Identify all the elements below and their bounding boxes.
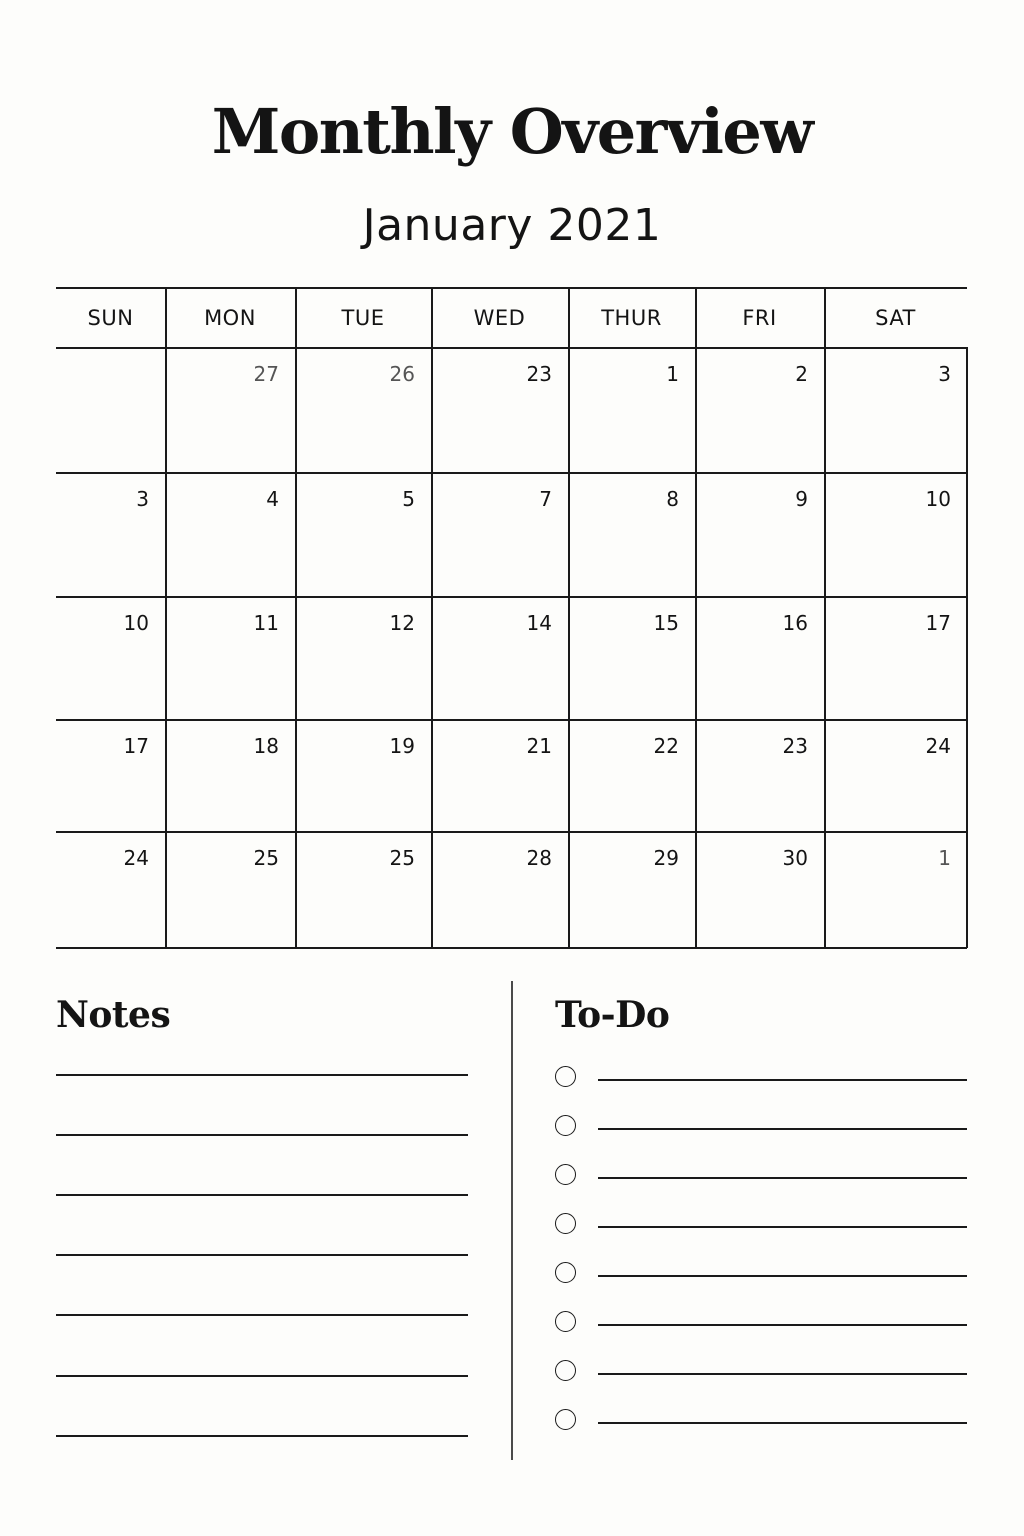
weekday-header-sat: SAT: [875, 306, 916, 330]
todo-write-line[interactable]: [598, 1373, 967, 1375]
day-cell[interactable]: [295, 831, 431, 947]
day-number: 11: [253, 611, 279, 635]
day-cell[interactable]: [295, 347, 431, 472]
day-number: 1: [938, 846, 951, 870]
todo-item: [555, 1115, 967, 1141]
day-number: 17: [925, 611, 951, 635]
todo-write-line[interactable]: [598, 1324, 967, 1326]
day-cell[interactable]: [824, 596, 967, 719]
circle-checkbox-icon[interactable]: [555, 1066, 576, 1087]
circle-checkbox-icon[interactable]: [555, 1311, 576, 1332]
day-number: 3: [938, 362, 951, 386]
day-cell[interactable]: [431, 596, 568, 719]
page-title: Monthly Overview: [211, 95, 813, 168]
notes-title: Notes: [56, 994, 171, 1036]
day-number: 26: [389, 362, 415, 386]
month-label: January 2021: [362, 200, 662, 251]
day-number: 23: [782, 734, 808, 758]
day-number: 9: [795, 487, 808, 511]
section-divider: [511, 981, 513, 1460]
day-cell[interactable]: [695, 831, 824, 947]
day-number: 2: [795, 362, 808, 386]
todo-write-line[interactable]: [598, 1079, 967, 1081]
day-cell[interactable]: [431, 719, 568, 831]
notes-line[interactable]: [56, 1254, 468, 1256]
weekday-header-tue: TUE: [341, 306, 385, 330]
notes-line[interactable]: [56, 1074, 468, 1076]
day-number: 24: [925, 734, 951, 758]
circle-checkbox-icon[interactable]: [555, 1213, 576, 1234]
weekday-header-wed: WED: [473, 306, 526, 330]
day-cell[interactable]: [165, 831, 295, 947]
notes-line[interactable]: [56, 1134, 468, 1136]
todo-title: To-Do: [555, 994, 670, 1036]
weekday-header-fri: FRI: [742, 306, 777, 330]
todo-write-line[interactable]: [598, 1128, 967, 1130]
day-cell[interactable]: [824, 831, 967, 947]
notes-line[interactable]: [56, 1194, 468, 1196]
day-cell[interactable]: [568, 831, 695, 947]
circle-checkbox-icon[interactable]: [555, 1164, 576, 1185]
day-cell[interactable]: [56, 831, 165, 947]
day-number: 23: [526, 362, 552, 386]
circle-checkbox-icon[interactable]: [555, 1360, 576, 1381]
todo-write-line[interactable]: [598, 1177, 967, 1179]
weekday-header-sun: SUN: [87, 306, 134, 330]
day-number: 21: [526, 734, 552, 758]
day-number: 29: [653, 846, 679, 870]
day-cell[interactable]: [824, 472, 967, 596]
day-cell[interactable]: [568, 596, 695, 719]
day-number: 3: [136, 487, 149, 511]
day-number: 17: [123, 734, 149, 758]
day-number: 24: [123, 846, 149, 870]
day-number: 27: [253, 362, 279, 386]
todo-write-line[interactable]: [598, 1422, 967, 1424]
day-cell[interactable]: [295, 596, 431, 719]
todo-item: [555, 1360, 967, 1386]
day-cell[interactable]: [695, 719, 824, 831]
day-number: 15: [653, 611, 679, 635]
day-cell[interactable]: [56, 347, 165, 472]
day-cell[interactable]: [824, 719, 967, 831]
day-number: 25: [389, 846, 415, 870]
todo-item: [555, 1262, 967, 1288]
todo-item: [555, 1066, 967, 1092]
day-cell[interactable]: [165, 347, 295, 472]
todo-write-line[interactable]: [598, 1226, 967, 1228]
day-cell[interactable]: [568, 347, 695, 472]
day-number: 30: [782, 846, 808, 870]
circle-checkbox-icon[interactable]: [555, 1115, 576, 1136]
day-number: 28: [526, 846, 552, 870]
day-cell[interactable]: [295, 472, 431, 596]
day-cell[interactable]: [56, 596, 165, 719]
day-cell[interactable]: [165, 472, 295, 596]
day-cell[interactable]: [695, 347, 824, 472]
day-cell[interactable]: [431, 347, 568, 472]
todo-item: [555, 1409, 967, 1435]
day-cell[interactable]: [824, 347, 967, 472]
calendar-grid: [56, 287, 967, 948]
weekday-header-mon: MON: [204, 306, 256, 330]
day-number: 25: [253, 846, 279, 870]
day-number: 5: [402, 487, 415, 511]
day-cell[interactable]: [165, 596, 295, 719]
todo-item: [555, 1213, 967, 1239]
day-number: 19: [389, 734, 415, 758]
notes-line[interactable]: [56, 1435, 468, 1437]
day-cell[interactable]: [431, 472, 568, 596]
day-cell[interactable]: [695, 472, 824, 596]
todo-write-line[interactable]: [598, 1275, 967, 1277]
day-number: 10: [925, 487, 951, 511]
day-cell[interactable]: [431, 831, 568, 947]
day-cell[interactable]: [295, 719, 431, 831]
day-cell[interactable]: [56, 472, 165, 596]
notes-line[interactable]: [56, 1375, 468, 1377]
day-number: 10: [123, 611, 149, 635]
circle-checkbox-icon[interactable]: [555, 1262, 576, 1283]
day-cell[interactable]: [165, 719, 295, 831]
notes-line[interactable]: [56, 1314, 468, 1316]
day-number: 12: [389, 611, 415, 635]
day-number: 18: [253, 734, 279, 758]
day-cell[interactable]: [568, 719, 695, 831]
weekday-header-thur: THUR: [601, 306, 662, 330]
day-number: 16: [782, 611, 808, 635]
todo-item: [555, 1164, 967, 1190]
grid-row-line: [56, 947, 967, 949]
day-cell[interactable]: [695, 596, 824, 719]
day-number: 1: [666, 362, 679, 386]
day-number: 7: [539, 487, 552, 511]
day-number: 4: [266, 487, 279, 511]
day-number: 22: [653, 734, 679, 758]
todo-item: [555, 1311, 967, 1337]
day-number: 8: [666, 487, 679, 511]
day-number: 14: [526, 611, 552, 635]
circle-checkbox-icon[interactable]: [555, 1409, 576, 1430]
day-cell[interactable]: [568, 472, 695, 596]
day-cell[interactable]: [56, 719, 165, 831]
